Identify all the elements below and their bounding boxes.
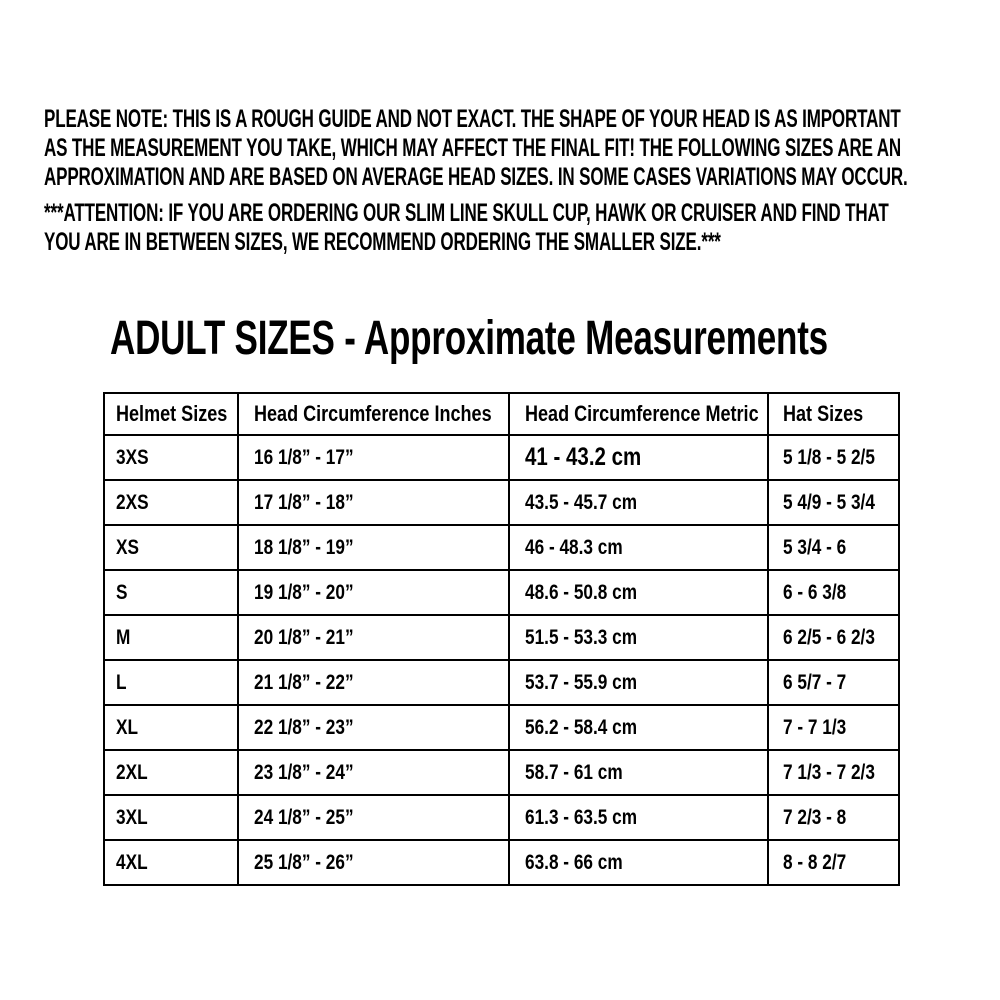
size-table-row — [104, 840, 899, 885]
inches-cell-text: 17 1/8” - 18” — [254, 490, 354, 514]
attention-line-2: YOU ARE IN BETWEEN SIZES, WE RECOMMEND ORDERING THE SMALLER SIZE.*** — [44, 228, 721, 256]
header-circumference-inches-label: Head Circumference Inches — [254, 401, 492, 426]
inches-cell-text: 21 1/8” - 22” — [254, 670, 354, 694]
hat-size-cell — [768, 840, 899, 885]
size-table-row — [104, 435, 899, 480]
header-circumference-inches — [238, 393, 509, 435]
helmet-size-cell-text: L — [116, 670, 127, 694]
note-line-3: APPROXIMATION AND ARE BASED ON AVERAGE HEAD SIZES. IN SOME CASES VARIATIONS MAY OCCUR. — [44, 163, 908, 191]
metric-cell — [509, 615, 768, 660]
size-table-row — [104, 570, 899, 615]
metric-cell-text: 61.3 - 63.5 cm — [525, 805, 638, 829]
hat-size-cell — [768, 615, 899, 660]
metric-cell — [509, 750, 768, 795]
metric-cell-text: 53.7 - 55.9 cm — [525, 670, 638, 694]
note-line-1: PLEASE NOTE: THIS IS A ROUGH GUIDE AND NOT EXACT. THE SHAPE OF YOUR HEAD IS AS IMPORTANT — [44, 105, 901, 133]
inches-cell — [238, 525, 509, 570]
helmet-size-cell — [104, 750, 238, 795]
metric-cell — [509, 795, 768, 840]
header-hat-sizes-label: Hat Sizes — [783, 401, 864, 426]
hat-size-cell-text: 7 1/3 - 7 2/3 — [783, 760, 875, 784]
hat-size-cell-text: 8 - 8 2/7 — [783, 850, 847, 874]
hat-size-cell-text: 5 1/8 - 5 2/5 — [783, 445, 875, 469]
attention-paragraph — [44, 199, 889, 257]
inches-cell-text: 19 1/8” - 20” — [254, 580, 354, 604]
inches-cell — [238, 480, 509, 525]
inches-cell — [238, 615, 509, 660]
helmet-size-cell — [104, 480, 238, 525]
inches-cell-text: 16 1/8” - 17” — [254, 445, 354, 469]
metric-cell-text: 43.5 - 45.7 cm — [525, 490, 638, 514]
hat-size-cell — [768, 660, 899, 705]
inches-cell — [238, 660, 509, 705]
metric-cell-text: 46 - 48.3 cm — [525, 535, 623, 559]
hat-size-cell — [768, 480, 899, 525]
note-paragraph — [44, 105, 908, 192]
helmet-size-cell — [104, 660, 238, 705]
helmet-size-cell — [104, 795, 238, 840]
hat-size-cell-text: 6 - 6 3/8 — [783, 580, 847, 604]
attention-line-1: ***ATTENTION: IF YOU ARE ORDERING OUR SLIM LINE SKULL CUP, HAWK OR CRUISER AND FIND THAT — [44, 199, 889, 227]
size-table-row — [104, 795, 899, 840]
size-table-body — [104, 435, 899, 885]
inches-cell-text: 20 1/8” - 21” — [254, 625, 354, 649]
hat-size-cell-text: 6 5/7 - 7 — [783, 670, 847, 694]
header-helmet-sizes-label: Helmet Sizes — [116, 401, 228, 426]
hat-size-cell — [768, 570, 899, 615]
size-table-row — [104, 705, 899, 750]
metric-cell — [509, 660, 768, 705]
metric-cell — [509, 525, 768, 570]
inches-cell-text: 23 1/8” - 24” — [254, 760, 354, 784]
metric-cell — [509, 840, 768, 885]
hat-size-cell-text: 5 4/9 - 5 3/4 — [783, 490, 875, 514]
inches-cell-text: 25 1/8” - 26” — [254, 850, 354, 874]
inches-cell-text: 18 1/8” - 19” — [254, 535, 354, 559]
metric-cell — [509, 705, 768, 750]
size-table — [103, 392, 900, 886]
helmet-size-cell-text: 2XL — [116, 760, 148, 784]
hat-size-cell — [768, 795, 899, 840]
helmet-size-cell-text: M — [116, 625, 131, 649]
metric-cell-text: 41 - 43.2 cm — [525, 443, 642, 471]
hat-size-cell-text: 5 3/4 - 6 — [783, 535, 847, 559]
hat-size-cell-text: 7 2/3 - 8 — [783, 805, 847, 829]
helmet-size-cell — [104, 570, 238, 615]
size-table-row — [104, 615, 899, 660]
hat-size-cell-text: 6 2/5 - 6 2/3 — [783, 625, 875, 649]
size-table-row — [104, 750, 899, 795]
hat-size-cell — [768, 705, 899, 750]
metric-cell-text: 56.2 - 58.4 cm — [525, 715, 638, 739]
inches-cell — [238, 435, 509, 480]
metric-cell-text: 48.6 - 50.8 cm — [525, 580, 638, 604]
inches-cell — [238, 705, 509, 750]
inches-cell — [238, 570, 509, 615]
size-table-row — [104, 525, 899, 570]
helmet-size-cell-text: 3XL — [116, 805, 148, 829]
helmet-size-cell — [104, 435, 238, 480]
size-table-header-row — [104, 393, 899, 435]
metric-cell-text: 51.5 - 53.3 cm — [525, 625, 638, 649]
helmet-size-cell — [104, 615, 238, 660]
note-line-2: AS THE MEASUREMENT YOU TAKE, WHICH MAY AFFECT THE FINAL FIT! THE FOLLOWING SIZES ARE AN — [44, 134, 902, 162]
inches-cell — [238, 840, 509, 885]
metric-cell-text: 58.7 - 61 cm — [525, 760, 623, 784]
header-hat-sizes — [768, 393, 899, 435]
helmet-size-cell-text: 3XS — [116, 445, 149, 469]
inches-cell-text: 24 1/8” - 25” — [254, 805, 354, 829]
metric-cell — [509, 480, 768, 525]
helmet-size-cell-text: XS — [116, 535, 139, 559]
helmet-size-cell-text: 2XS — [116, 490, 149, 514]
helmet-size-cell-text: XL — [116, 715, 139, 739]
header-helmet-sizes — [104, 393, 238, 435]
inches-cell-text: 22 1/8” - 23” — [254, 715, 354, 739]
helmet-size-cell — [104, 705, 238, 750]
helmet-size-cell — [104, 840, 238, 885]
hat-size-cell — [768, 750, 899, 795]
metric-cell — [509, 570, 768, 615]
inches-cell — [238, 795, 509, 840]
header-circumference-metric-label: Head Circumference Metric — [525, 401, 759, 426]
metric-cell — [509, 435, 768, 480]
hat-size-cell — [768, 525, 899, 570]
hat-size-cell — [768, 435, 899, 480]
helmet-size-cell-text: 4XL — [116, 850, 148, 874]
helmet-size-cell — [104, 525, 238, 570]
metric-cell-text: 63.8 - 66 cm — [525, 850, 623, 874]
size-table-header — [104, 393, 899, 435]
helmet-size-cell-text: S — [116, 580, 128, 604]
size-table-row — [104, 660, 899, 705]
section-title: ADULT SIZES - Approximate Measurements — [110, 312, 828, 365]
header-circumference-metric — [509, 393, 768, 435]
hat-size-cell-text: 7 - 7 1/3 — [783, 715, 847, 739]
inches-cell — [238, 750, 509, 795]
size-table-row — [104, 480, 899, 525]
